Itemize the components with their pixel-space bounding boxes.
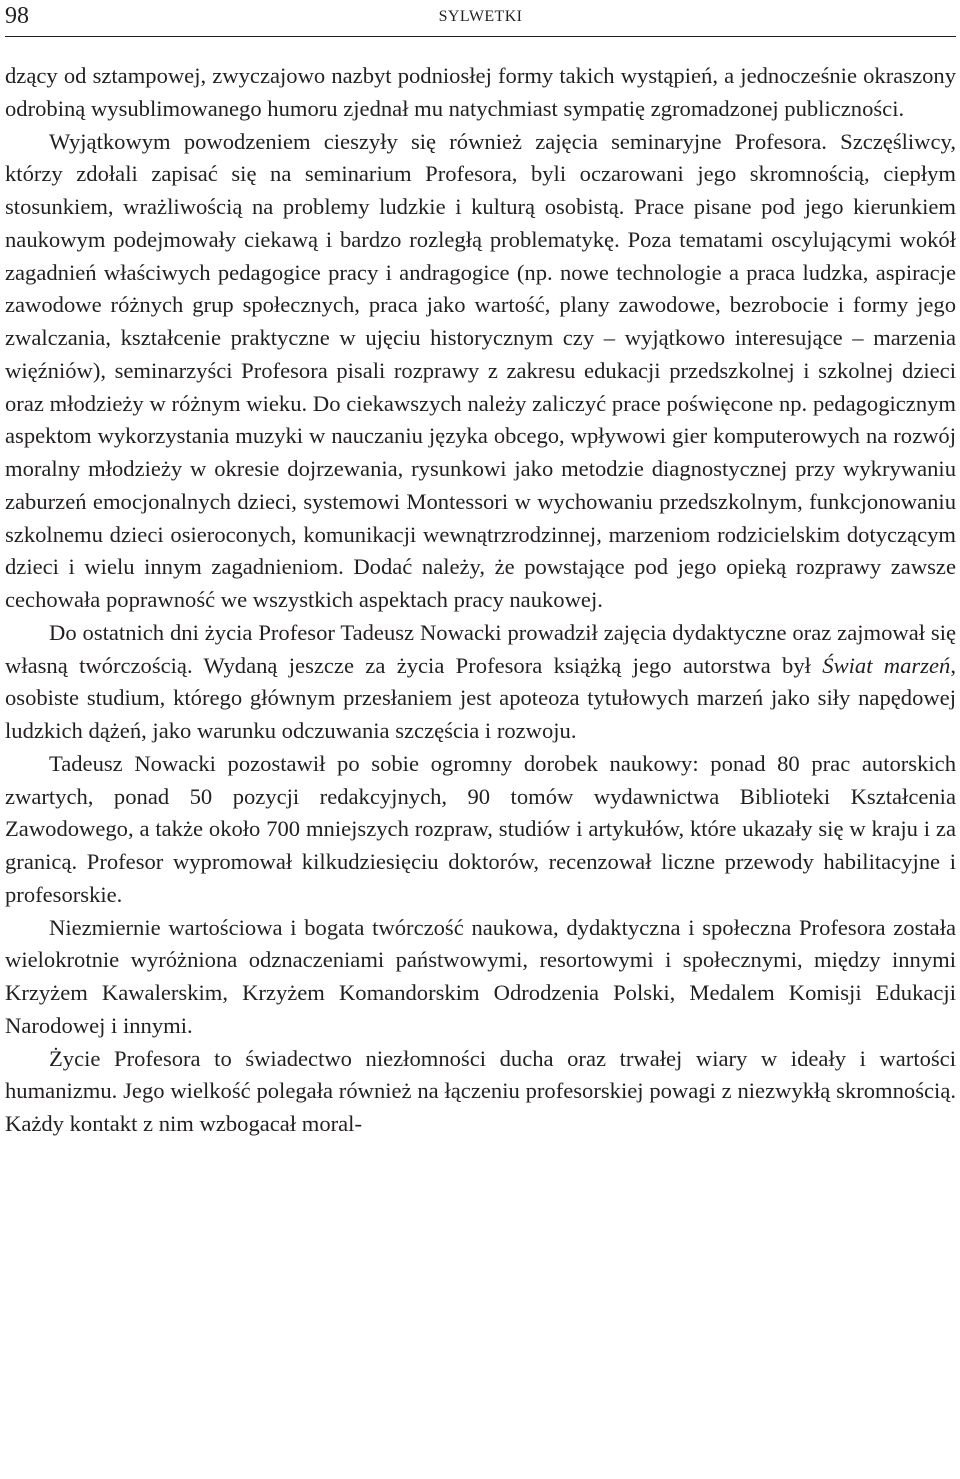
running-header: [5, 0, 956, 37]
paragraph: [5, 748, 956, 912]
text-segment: dzący od sztampowej, zwyczajowo nazbyt podniosłej formy takich wystąpień, a jednocześnie okraszony odrobiną wysublimowanego humoru zjednał mu natychmiast sympatię zgromadzonej publiczności.: [5, 63, 956, 121]
paragraph: [5, 126, 956, 617]
page-number: 98: [5, 3, 29, 29]
paragraph: [5, 60, 956, 126]
section-title: SYLWETKI: [438, 8, 523, 25]
text-segment: Do ostatnich dni życia Profesor Tadeusz Nowacki prowadził zajęcia dydaktyczne oraz zajmował się własną twórczością. Wydaną jeszcze za życia Profesora książką jego autorstwa był: [5, 619, 956, 678]
body-text: [5, 60, 956, 1479]
paragraph: [5, 617, 956, 748]
text-segment: Tadeusz Nowacki pozostawił po sobie ogromny dorobek naukowy: ponad 80 prac autorskich zwartych, ponad 50 pozycji redakcyjnych, 90 tomów wydawnictwa Biblioteki Kształcenia Zawodowego, a także około 700 mniejszych rozpraw, studiów i artykułów, które ukazały się w kraju i za granicą. Profesor wypromował kilkudziesięciu doktorów, recenzował liczne przewody habilitacyjne i profesorskie.: [5, 750, 956, 907]
book-title: Świat marzeń: [822, 652, 951, 678]
text-segment: Życie Profesora to świadectwo niezłomności ducha oraz trwałej wiary w ideały i wartości humanizmu. Jego wielkość polegała również na łączeniu profesorskiej powagi z niezwykłą skromnością. Każdy kontakt z nim wzbogacał moral-: [5, 1045, 956, 1136]
text-segment: , osobiste studium, którego głównym przesłaniem jest apoteoza tytułowych marzeń jako siły napędowej ludzkich dążeń, jako warunku odczuwania szczęścia i rozwoju.: [5, 652, 956, 743]
text-segment: Wyjątkowym powodzeniem cieszyły się również zajęcia seminaryjne Profesora. Szczęśliwcy, którzy zdołali zapisać się na seminarium Profesora, byli oczarowani jego skromnością, ciepłym stosunkiem, wrażliwością na problemy ludzkie i kulturą osobistą. Prace pisane pod jego kierunkiem naukowym podejmowały ciekawą i bardzo rozległą problematykę. Poza tematami oscylującymi wokół zagadnień właściwych pedagogice pracy i andragogice (np. nowe technologie a praca ludzka, aspiracje zawodowe różnych grup społecznych, praca jako wartość, plany zawodowe, bezrobocie i formy jego zwalczania, kształcenie praktyczne w ujęciu historycznym czy – wyjątkowo interesujące – marzenia więźniów), seminarzyści Profesora pisali rozprawy z zakresu edukacji przedszkolnej i szkolnej dzieci oraz młodzieży w różnym wieku. Do ciekawszych należy zaliczyć prace poświęcone np. pedagogicznym aspektom wykorzystania muzyki w nauczaniu języka obcego, wpływowi gier komputerowych na rozwój moralny młodzieży w okresie dojrzewania, rysunkowi jako metodzie diagnostycznej przy wykrywaniu zaburzeń emocjonalnych dzieci, systemowi Montessori w wychowaniu przedszkolnym, funkcjonowaniu szkolnemu dzieci osieroconych, komunikacji wewnątrzrodzinnej, marzeniom rodzicielskim dotyczącym dzieci i wielu innym zagadnieniom. Dodać należy, że powstające pod jego opieką rozprawy zawsze cechowała poprawność we wszystkich aspektach pracy naukowej.: [5, 128, 956, 612]
paragraph: [5, 1043, 956, 1141]
paragraph: [5, 912, 956, 1043]
document-page: [5, 0, 956, 1479]
text-segment: Niezmiernie wartościowa i bogata twórczość naukowa, dydaktyczna i społeczna Profesora została wielokrotnie wyróżniona odznaczeniami państwowymi, resortowymi i społecznymi, między innymi Krzyżem Kawalerskim, Krzyżem Komandorskim Odrodzenia Polski, Medalem Komisji Edukacji Narodowej i innymi.: [5, 914, 956, 1038]
